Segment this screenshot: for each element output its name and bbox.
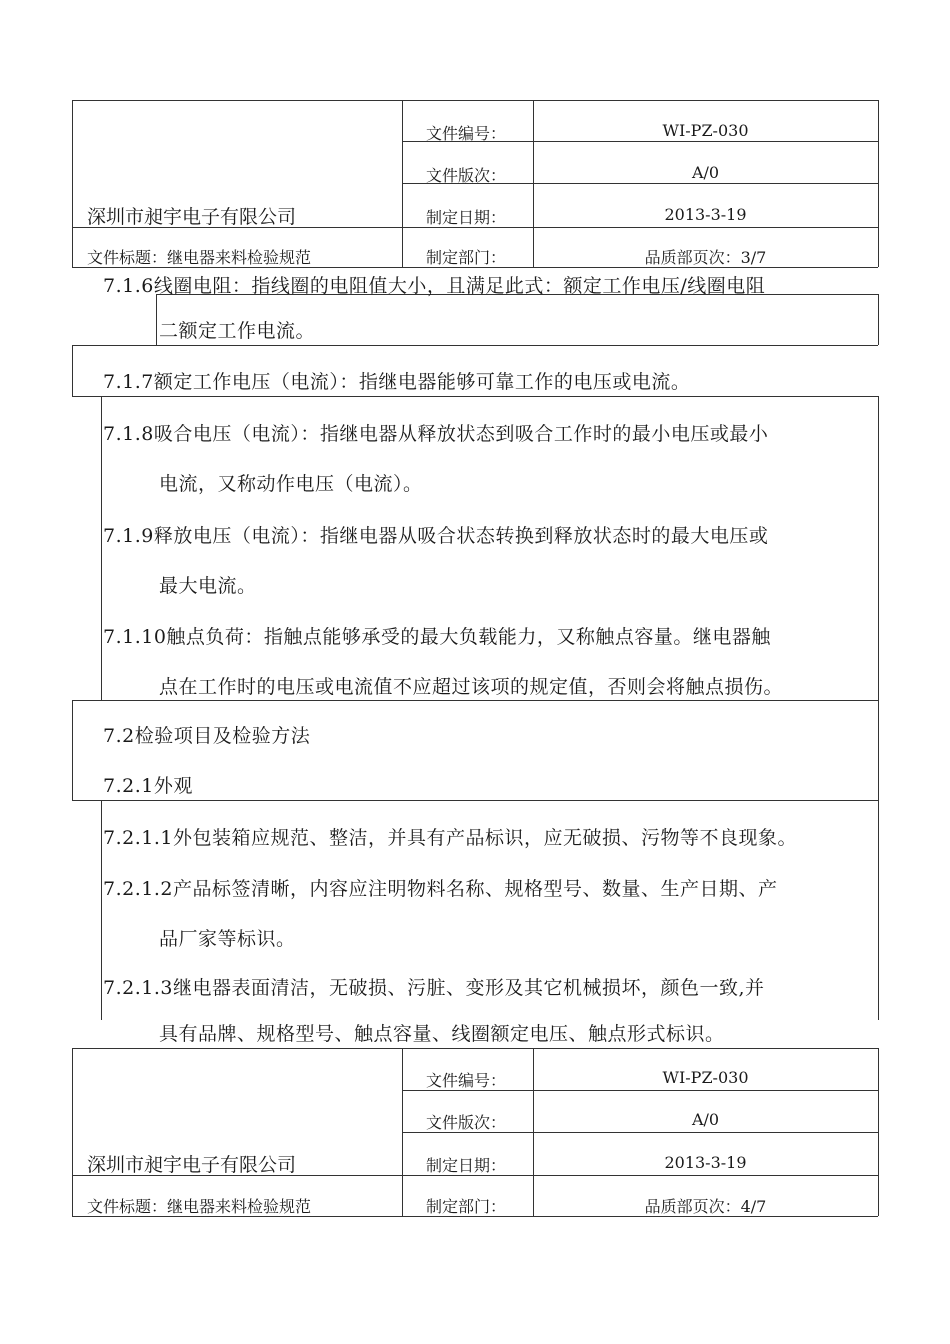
doc-no-value: WI-PZ-030 [662,1068,749,1087]
dept-page-value: 品质部页次：3/7 [644,248,767,267]
frame-line [72,700,878,701]
frame-line [878,700,879,800]
frame-line [72,396,878,397]
frame-line [72,345,73,396]
table-border [72,1048,878,1049]
clause-7-1-7: 7.1.7额定工作电压（电流）：指继电器能够可靠工作的电压或电流。 [103,371,691,393]
clause-7-1-10: 7.1.10触点负荷：指触点能够承受的最大负载能力，又称触点容量。继电器触 [103,626,771,648]
frame-line [101,800,102,1020]
clause-7-2-1-3: 7.2.1.3继电器表面清洁，无破损、污脏、变形及其它机械损坏，颜色一致,并 [103,977,765,999]
frame-line [878,294,879,345]
table-border [878,1048,879,1216]
clause-7-1-6-cont: 二额定工作电流。 [159,320,316,342]
clause-7-2-1-2-cont: 品厂家等标识。 [159,928,296,950]
clause-7-1-9: 7.1.9释放电压（电流）：指继电器从吸合状态转换到释放状态时的最大电压或 [103,525,769,547]
date-value: 2013-3-19 [664,205,747,224]
dept-page-value: 品质部页次：4/7 [644,1197,767,1216]
clause-7-2-1-2: 7.2.1.2产品标签清晰，内容应注明物料名称、规格型号、数量、生产日期、产 [103,878,778,900]
date-label: 制定日期： [426,208,507,227]
clause-7-1-8-cont: 电流，又称动作电压（电流）。 [159,473,423,495]
section-7-2-1: 7.2.1外观 [103,775,193,797]
company-name: 深圳市昶宇电子有限公司 [87,1154,297,1176]
clause-7-2-1-1: 7.2.1.1外包装箱应规范、整洁，并具有产品标识，应无破损、污物等不良现象。 [103,827,797,849]
clause-7-2-1-3-cont: 具有品牌、规格型号、触点容量、线圈额定电压、触点形式标识。 [159,1023,725,1045]
frame-line [72,345,878,346]
doc-no-label: 文件编号： [426,1071,507,1090]
date-value: 2013-3-19 [664,1153,747,1172]
frame-line [156,294,157,345]
clause-7-1-10-cont: 点在工作时的电压或电流值不应超过该项的规定值，否则会将触点损伤。 [159,676,784,698]
version-label: 文件版次： [426,166,507,185]
table-border [402,100,403,267]
document-title: 文件标题：继电器来料检验规范 [87,1197,312,1216]
doc-no-value: WI-PZ-030 [662,121,749,140]
table-border [402,1048,403,1216]
version-value: A/0 [691,163,720,182]
frame-line [878,396,879,700]
dept-label: 制定部门： [426,1197,507,1216]
frame-line [878,800,879,1020]
clause-7-1-9-cont: 最大电流。 [159,575,257,597]
table-border [72,100,73,267]
clause-7-1-8: 7.1.8吸合电压（电流）：指继电器从释放状态到吸合工作时的最小电压或最小 [103,423,769,445]
company-name: 深圳市昶宇电子有限公司 [87,206,297,228]
frame-line [101,396,102,700]
section-7-2: 7.2检验项目及检验方法 [103,725,311,747]
frame-line [72,700,73,800]
version-value: A/0 [691,1110,720,1129]
document-title: 文件标题：继电器来料检验规范 [87,248,312,267]
frame-line [72,800,878,801]
version-label: 文件版次： [426,1113,507,1132]
table-border [72,100,878,101]
dept-label: 制定部门： [426,248,507,267]
doc-no-label: 文件编号： [426,124,507,143]
date-label: 制定日期： [426,1156,507,1175]
table-border [72,1048,73,1216]
clause-7-1-6: 7.1.6线圈电阻：指线圈的电阻值大小，且满足此式：额定工作电压/线圈电阻 [103,275,766,297]
table-border [878,100,879,267]
